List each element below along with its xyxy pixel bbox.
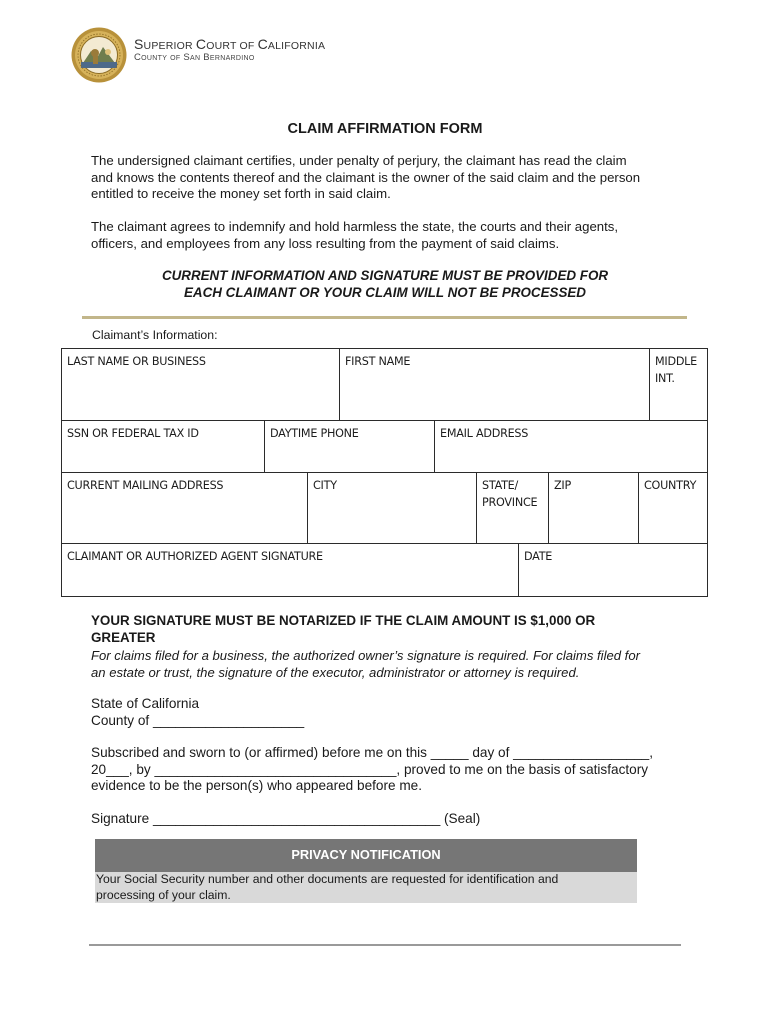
indemnify-paragraph: The claimant agrees to indemnify and hold harmless the state, the courts and their agents, officers, and employees from any loss resulting from the payment of said claims. (91, 219, 619, 251)
state-province-field[interactable]: STATE/ PROVINCE (476, 472, 549, 544)
email-address-field[interactable]: EMAIL ADDRESS (434, 420, 708, 473)
court-county: County of San Bernardino (134, 52, 255, 63)
signature-field[interactable]: CLAIMANT OR AUTHORIZED AGENT SIGNATURE (61, 543, 519, 597)
certification-paragraph: The undersigned claimant certifies, under penalty of perjury, the claimant has read the claim and knows the contents thereof and the claimant is the owner of the said claim and the person entitled to receive the money set forth in said claim. (91, 153, 641, 201)
date-field[interactable]: DATE (518, 543, 708, 597)
ssn-tax-id-field[interactable]: SSN OR FEDERAL TAX ID (61, 420, 265, 473)
last-name-field[interactable]: LAST NAME OR BUSINESS (61, 348, 340, 421)
privacy-notification-body: Your Social Security number and other documents are requested for identification and processing of your claim. (95, 872, 637, 903)
country-field[interactable]: COUNTRY (638, 472, 708, 544)
first-name-field[interactable]: FIRST NAME (339, 348, 650, 421)
signature-warning: CURRENT INFORMATION AND SIGNATURE MUST BE PROVIDED FOR EACH CLAIMANT OR YOUR CLAIM WILL NOT BE PROCESSED (161, 268, 609, 300)
middle-initial-field[interactable]: MIDDLE INT. (649, 348, 708, 421)
notary-heading: YOUR SIGNATURE MUST BE NOTARIZED IF THE CLAIM AMOUNT IS $1,000 OR GREATER (91, 613, 596, 645)
notary-signature-line: Signature ______________________________________ (Seal) (91, 811, 481, 826)
zip-field[interactable]: ZIP (548, 472, 639, 544)
court-name: SUPERIOR COURT OF CALIFORNIA (134, 36, 326, 52)
daytime-phone-field[interactable]: DAYTIME PHONE (264, 420, 435, 473)
city-field[interactable]: CITY (307, 472, 477, 544)
section-divider (82, 316, 687, 319)
claimant-info-grid (61, 348, 708, 597)
claimant-info-label: Claimant’s Information: (92, 328, 218, 342)
privacy-notification-header: PRIVACY NOTIFICATION (95, 839, 637, 872)
form-title: CLAIM AFFIRMATION FORM (287, 121, 483, 137)
sworn-statement: Subscribed and sworn to (or affirmed) before me on this _____ day of __________________, 20___, by ________________________________, proved to me on the basis of satisfactory evidence to be the person(s) who appeared before me. (91, 745, 654, 793)
notary-instructions: For claims filed for a business, the authorized owner’s signature is required. For claims filed for an estate or trust, the signature of the executor, administrator or attorney is required. (91, 648, 640, 680)
mailing-address-field[interactable]: CURRENT MAILING ADDRESS (61, 472, 308, 544)
state-county-block: State of California County of ____________________ (91, 696, 305, 728)
bottom-divider (89, 944, 681, 946)
california-court-seal-icon (71, 27, 127, 83)
